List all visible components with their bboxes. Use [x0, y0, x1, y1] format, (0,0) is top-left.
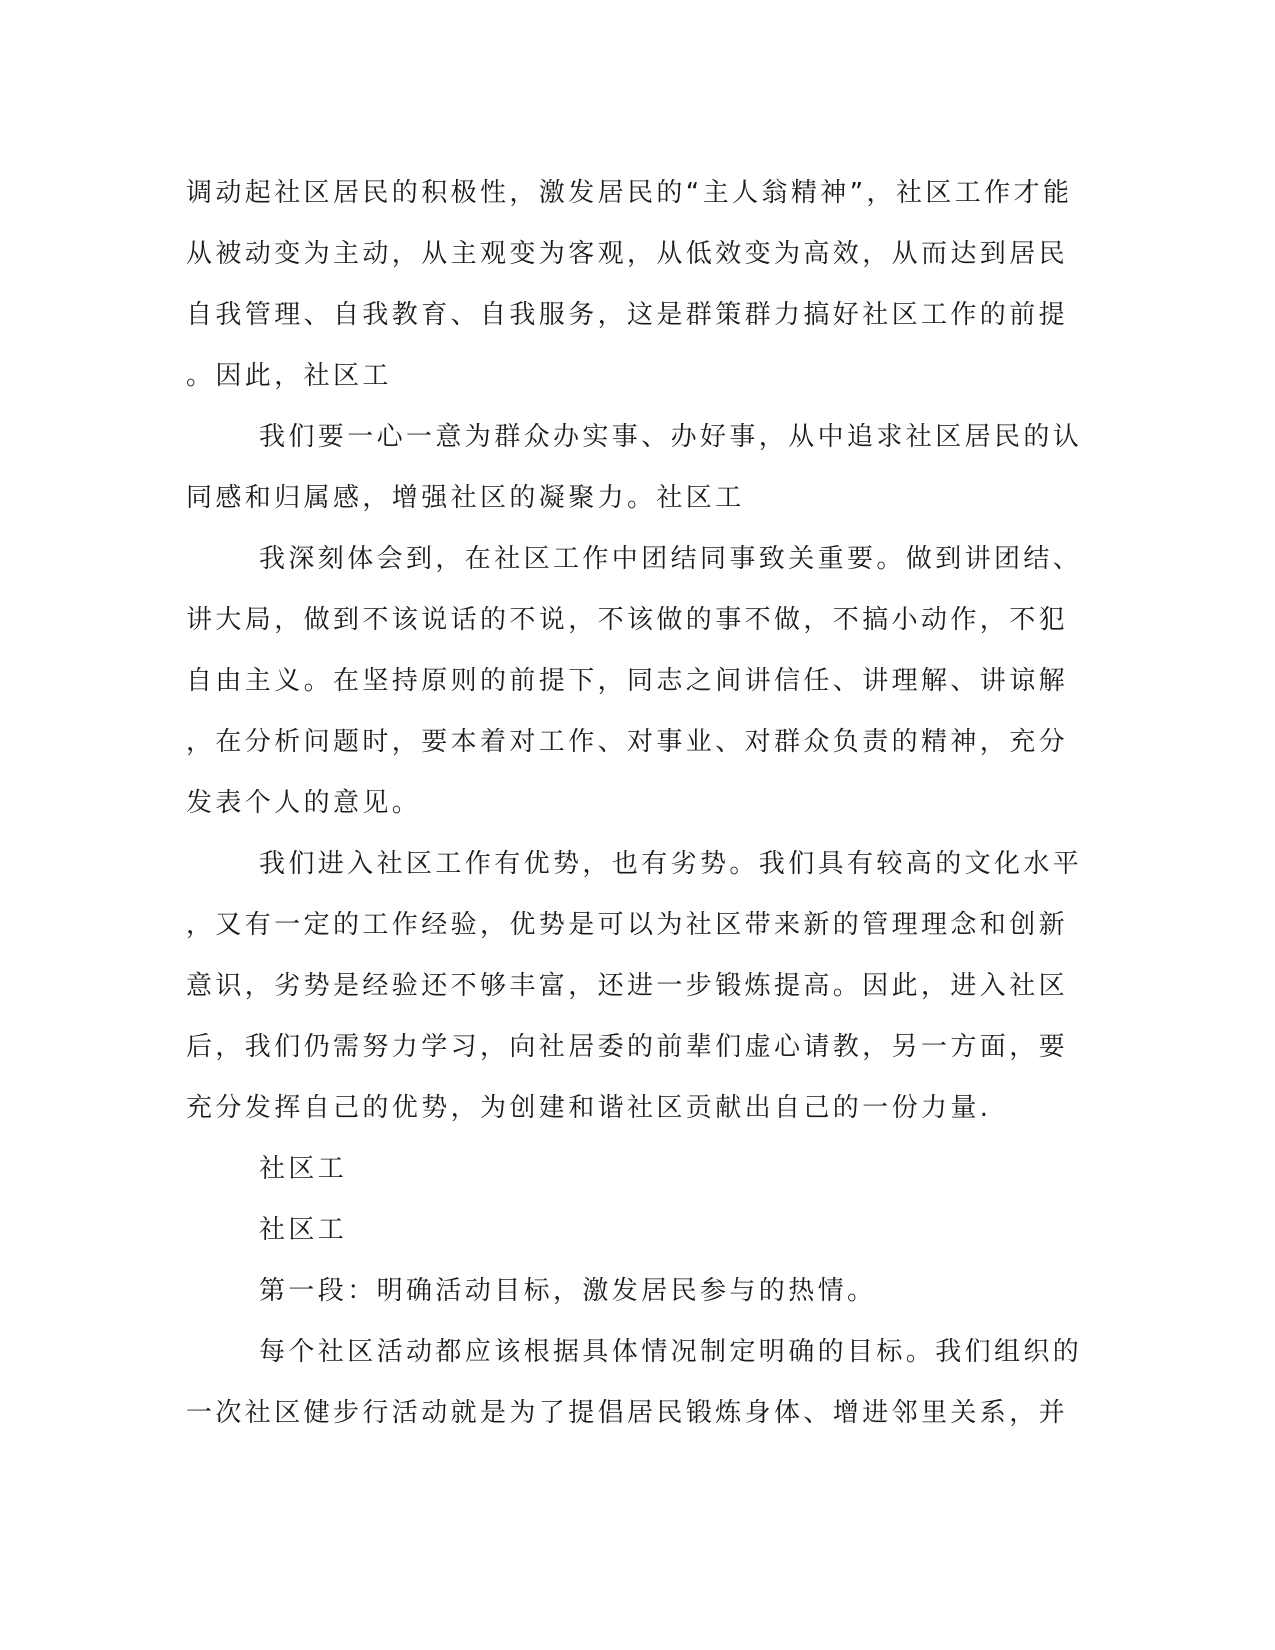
text-line: 充分发挥自己的优势，为创建和谐社区贡献出自己的一份力量.	[186, 1093, 992, 1123]
document-body	[186, 163, 1083, 1444]
text-line: 社区工	[259, 1215, 348, 1245]
text-line: 调动起社区居民的积极性，激发居民的“主人翁精神”，社区工作才能	[186, 178, 1073, 208]
text-line: 自我管理、自我教育、自我服务，这是群策群力搞好社区工作的前提	[186, 300, 1069, 330]
text-line: 我深刻体会到，在社区工作中团结同事致关重要。做到讲团结、	[259, 544, 1083, 574]
section-heading: 第一段：明确活动目标，激发居民参与的热情。	[259, 1276, 877, 1306]
text-line: ，在分析问题时，要本着对工作、对事业、对群众负责的精神，充分	[186, 727, 1069, 757]
text-line: 每个社区活动都应该根据具体情况制定明确的目标。我们组织的	[259, 1337, 1083, 1367]
text-line: 我们进入社区工作有优势，也有劣势。我们具有较高的文化水平	[259, 849, 1083, 879]
text-line: 发表个人的意见。	[186, 788, 422, 818]
text-line: 从被动变为主动，从主观变为客观，从低效变为高效，从而达到居民	[186, 239, 1069, 269]
text-line: ，又有一定的工作经验，优势是可以为社区带来新的管理理念和创新	[186, 910, 1069, 940]
text-line: 一次社区健步行活动就是为了提倡居民锻炼身体、增进邻里关系，并	[186, 1398, 1069, 1428]
text-line: 我们要一心一意为群众办实事、办好事，从中追求社区居民的认	[259, 422, 1083, 452]
text-line: 后，我们仍需努力学习，向社居委的前辈们虚心请教，另一方面，要	[186, 1032, 1069, 1062]
text-line: 同感和归属感，增强社区的凝聚力。社区工	[186, 483, 745, 513]
text-line: 讲大局，做到不该说话的不说，不该做的事不做，不搞小动作，不犯	[186, 605, 1069, 635]
text-line: 意识，劣势是经验还不够丰富，还进一步锻炼提高。因此，进入社区	[186, 971, 1069, 1001]
text-line: 社区工	[259, 1154, 348, 1184]
text-line: 自由主义。在坚持原则的前提下，同志之间讲信任、讲理解、讲谅解	[186, 666, 1069, 696]
text-line: 。因此，社区工	[186, 361, 392, 391]
